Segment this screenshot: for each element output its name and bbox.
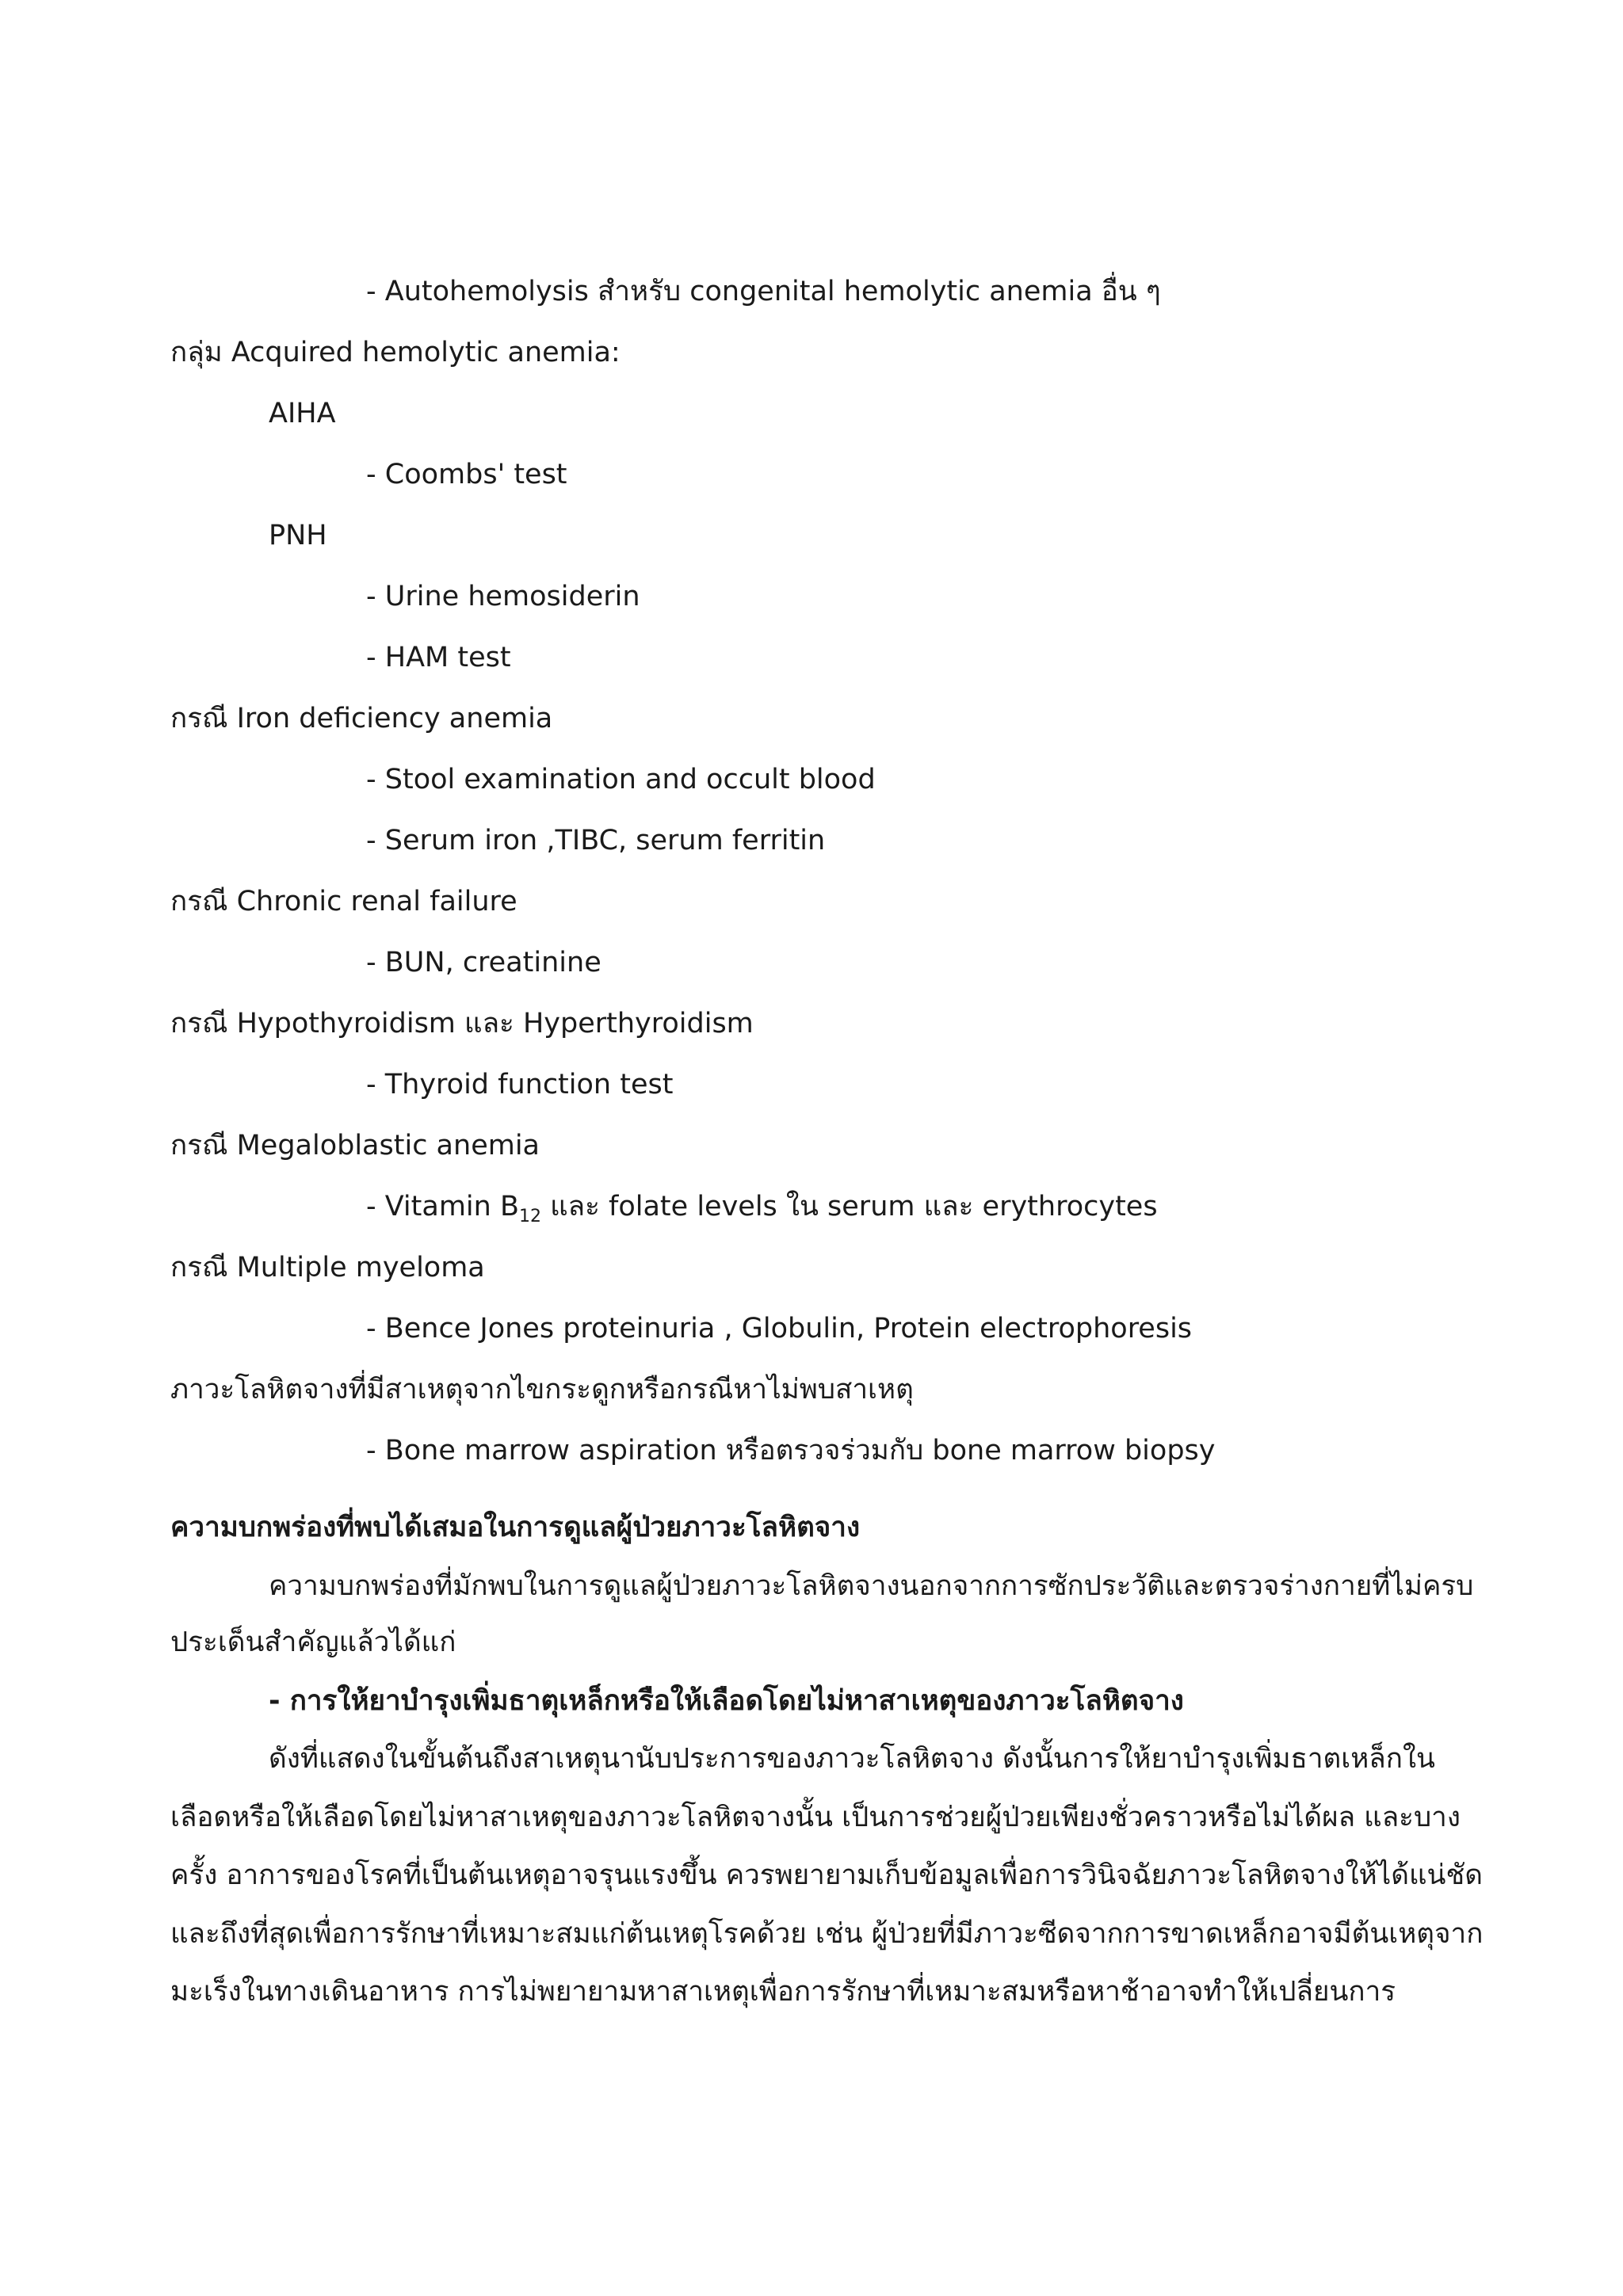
paragraph-line: ดังที่แสดงในขั้นต้นถึงสาเหตุนานับประการของภาวะโลหิตจาง ดังนั้นการให้ยาบำรุงเพิ่มธาตเหล็กใน (269, 1743, 1435, 1775)
list-item: - Stool examination and occult blood (366, 764, 876, 795)
section-label: กรณี Multiple myeloma (170, 1252, 485, 1283)
section-label: กลุ่ม Acquired hemolytic anemia: (170, 337, 621, 368)
section-heading: ความบกพร่องที่พบได้เสมอในการดูแลผู้ป่วยภาวะโลหิตจาง (170, 1512, 861, 1543)
list-item: - Coombs' test (366, 459, 567, 490)
paragraph-line: มะเร็งในทางเดินอาหาร การไม่พยายามหาสาเหตุเพื่อการรักษาที่เหมาะสมหรือหาช้าอาจทำให้เปลี่ยนการ (170, 1976, 1396, 2008)
list-item: - Bence Jones proteinuria , Globulin, Protein electrophoresis (366, 1313, 1193, 1344)
list-item: - HAM test (366, 642, 511, 673)
list-item: - Urine hemosiderin (366, 581, 640, 612)
paragraph-line: ครั้ง อาการของโรคที่เป็นต้นเหตุอาจรุนแรงขึ้น ควรพยายามเก็บข้อมูลเพื่อการวินิจฉัยภาวะโลหิตจางให้ได้แน่ชัด (170, 1859, 1483, 1891)
list-item (366, 1188, 1158, 1235)
paragraph-line: และถึงที่สุดเพื่อการรักษาที่เหมาะสมแก่ต้นเหตุโรคด้วย เช่น ผู้ป่วยที่มีภาวะซีดจากการขาดเหล็กอาจมีต้นเหตุจาก (170, 1918, 1484, 1950)
vitamin-text-tail: และ folate levels ใน serum และ erythrocytes (540, 1191, 1158, 1222)
section-label: ภาวะโลหิตจางที่มีสาเหตุจากไขกระดูกหรือกรณีหาไม่พบสาเหตุ (170, 1374, 914, 1405)
subsection-label: PNH (269, 520, 327, 551)
section-label: กรณี Iron deficiency anemia (170, 703, 553, 734)
subsection-label: AIHA (269, 398, 336, 429)
paragraph-line: ประเด็นสำคัญแล้วได้แก่ (170, 1627, 456, 1658)
section-label: กรณี Hypothyroidism และ Hyperthyroidism (170, 1008, 754, 1039)
paragraph-line: ความบกพร่องที่มักพบในการดูแลผู้ป่วยภาวะโลหิตจางนอกจากการซักประวัติและตรวจร่างกายที่ไม่ครบ (269, 1570, 1474, 1602)
list-item: - Thyroid function test (366, 1069, 674, 1100)
subheading: - การให้ยาบำรุงเพิ่มธาตุเหล็กหรือให้เลือดโดยไม่หาสาเหตุของภาวะโลหิตจาง (269, 1685, 1184, 1717)
list-item: - Autohemolysis สำหรับ congenital hemolytic anemia อื่น ๆ (366, 276, 1161, 307)
list-item: - Bone marrow aspiration หรือตรวจร่วมกับ bone marrow biopsy (366, 1435, 1216, 1466)
vitamin-text: - Vitamin B (366, 1191, 519, 1222)
list-item: - BUN, creatinine (366, 947, 601, 978)
paragraph-line: เลือดหรือให้เลือดโดยไม่หาสาเหตุของภาวะโลหิตจางนั้น เป็นการช่วยผู้ป่วยเพียงชั่วคราวหรือไม่ได้ผล และบาง (170, 1802, 1461, 1833)
subscript: 12 (518, 1207, 541, 1226)
section-label: กรณี Megaloblastic anemia (170, 1130, 540, 1161)
list-item: - Serum iron ,TIBC, serum ferritin (366, 825, 826, 856)
section-label: กรณี Chronic renal failure (170, 886, 517, 917)
